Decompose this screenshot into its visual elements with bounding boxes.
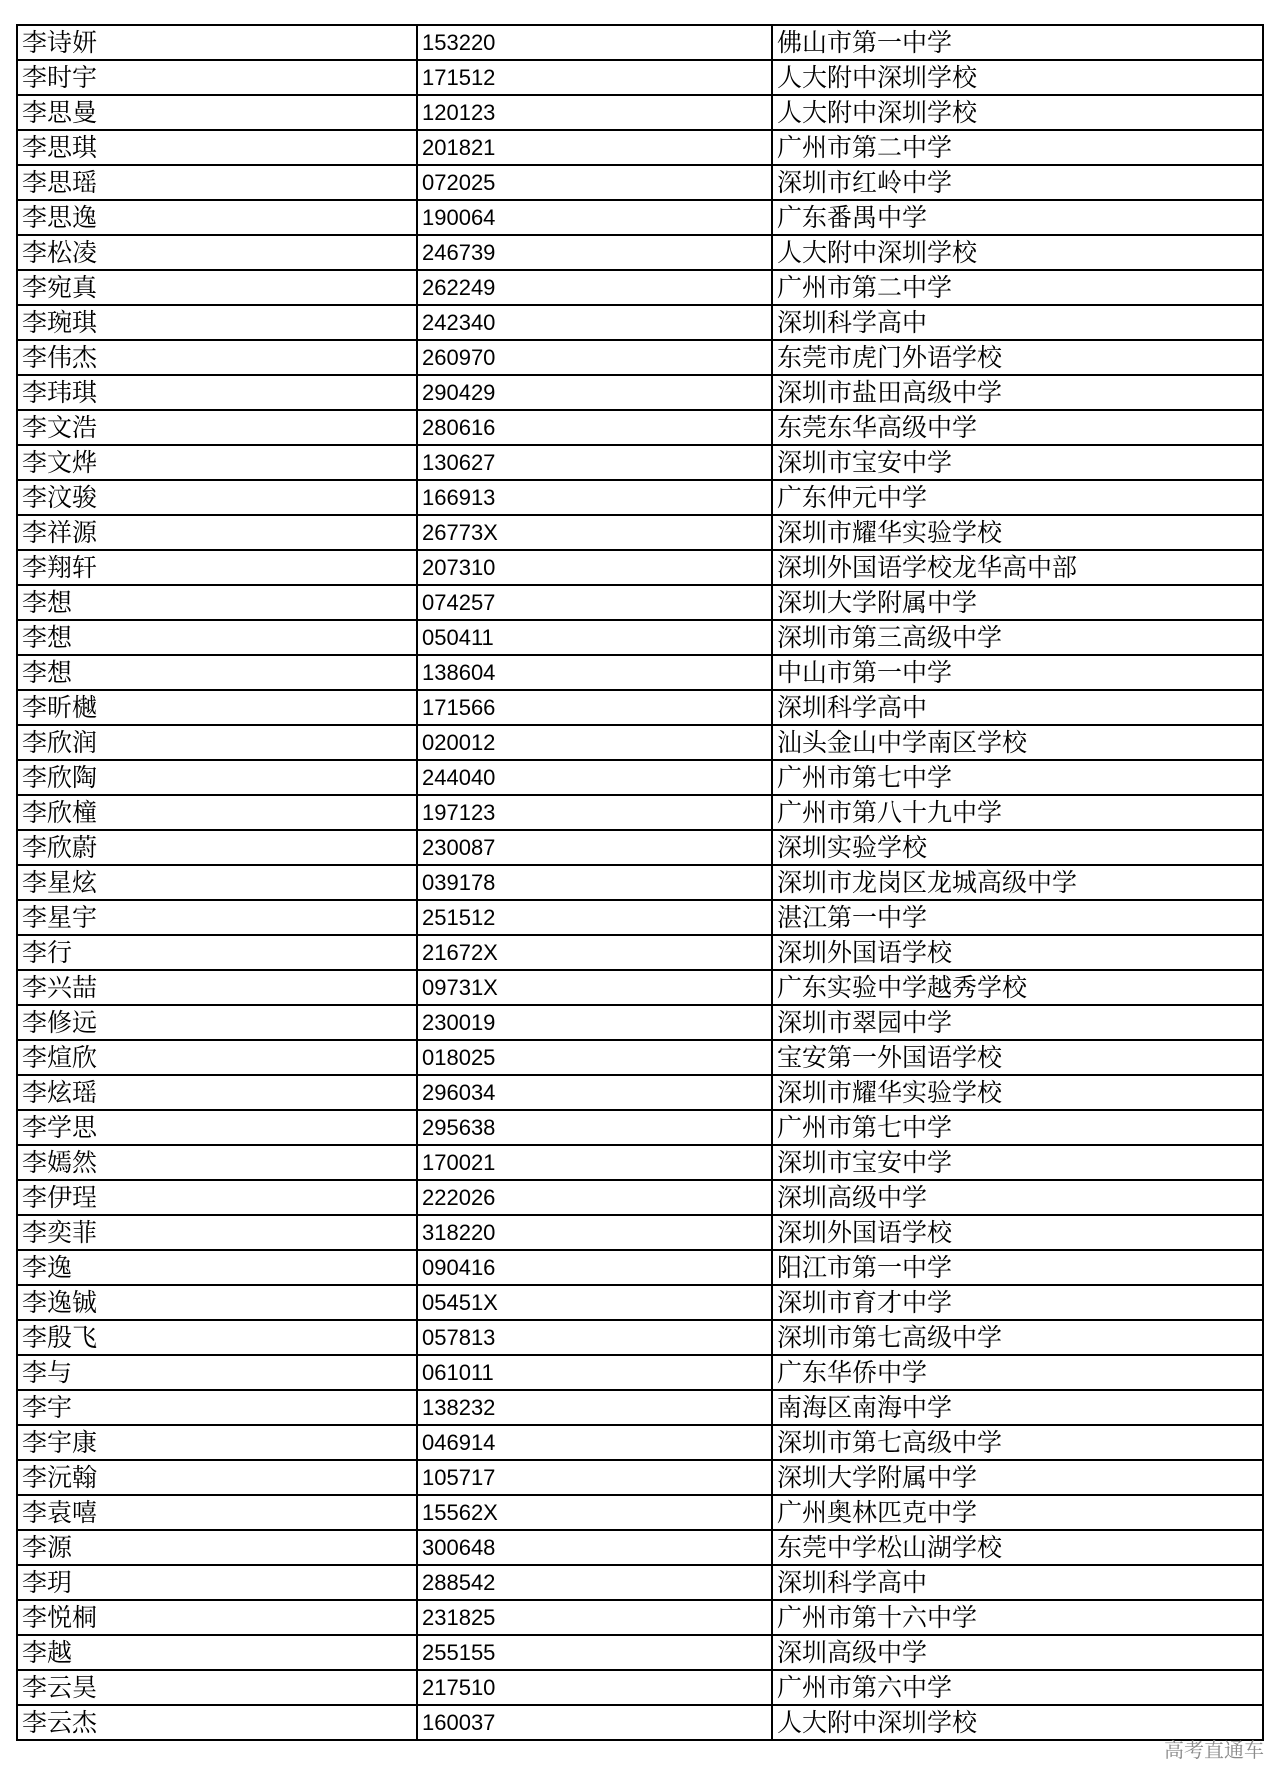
table-row	[17, 1425, 1263, 1460]
student-id-cell: 318220	[417, 1215, 772, 1250]
student-name-cell: 李伊珵	[17, 1180, 417, 1215]
school-name-cell: 广州市第二中学	[772, 130, 1263, 165]
student-id-cell: 201821	[417, 130, 772, 165]
table-row	[17, 1075, 1263, 1110]
student-id-cell: 246739	[417, 235, 772, 270]
student-name-cell: 李行	[17, 935, 417, 970]
student-name-cell: 李玥	[17, 1565, 417, 1600]
student-id-cell: 05451X	[417, 1285, 772, 1320]
school-name-cell: 深圳市红岭中学	[772, 165, 1263, 200]
student-name-cell: 李兴喆	[17, 970, 417, 1005]
table-row	[17, 830, 1263, 865]
student-name-cell: 李祥源	[17, 515, 417, 550]
student-name-cell: 李星宇	[17, 900, 417, 935]
school-name-cell: 汕头金山中学南区学校	[772, 725, 1263, 760]
student-id-cell: 260970	[417, 340, 772, 375]
table-row	[17, 585, 1263, 620]
school-name-cell: 湛江第一中学	[772, 900, 1263, 935]
student-name-cell: 李伟杰	[17, 340, 417, 375]
student-roster-table	[16, 24, 1264, 1741]
student-id-cell: 197123	[417, 795, 772, 830]
watermark-text: 高考直通车	[1164, 1738, 1264, 1762]
student-name-cell: 李思逸	[17, 200, 417, 235]
student-id-cell: 057813	[417, 1320, 772, 1355]
table-row	[17, 1250, 1263, 1285]
student-name-cell: 李欣润	[17, 725, 417, 760]
student-id-cell: 130627	[417, 445, 772, 480]
school-name-cell: 深圳市第三高级中学	[772, 620, 1263, 655]
table-row	[17, 1355, 1263, 1390]
table-row	[17, 550, 1263, 585]
student-name-cell: 李思曼	[17, 95, 417, 130]
student-id-cell: 061011	[417, 1355, 772, 1390]
table-row	[17, 1565, 1263, 1600]
student-id-cell: 300648	[417, 1530, 772, 1565]
school-name-cell: 深圳高级中学	[772, 1635, 1263, 1670]
student-name-cell: 李玮琪	[17, 375, 417, 410]
student-name-cell: 李奕菲	[17, 1215, 417, 1250]
student-id-cell: 280616	[417, 410, 772, 445]
school-name-cell: 广州市第八十九中学	[772, 795, 1263, 830]
school-name-cell: 深圳大学附属中学	[772, 1460, 1263, 1495]
table-row	[17, 1005, 1263, 1040]
school-name-cell: 深圳大学附属中学	[772, 585, 1263, 620]
school-name-cell: 广州市第十六中学	[772, 1600, 1263, 1635]
student-id-cell: 050411	[417, 620, 772, 655]
table-row	[17, 95, 1263, 130]
student-name-cell: 李诗妍	[17, 25, 417, 60]
table-row	[17, 655, 1263, 690]
table-row	[17, 270, 1263, 305]
table-row	[17, 165, 1263, 200]
student-name-cell: 李云杰	[17, 1705, 417, 1740]
table-row	[17, 935, 1263, 970]
student-id-cell: 288542	[417, 1565, 772, 1600]
school-name-cell: 宝安第一外国语学校	[772, 1040, 1263, 1075]
student-id-cell: 251512	[417, 900, 772, 935]
student-name-cell: 李想	[17, 620, 417, 655]
student-id-cell: 039178	[417, 865, 772, 900]
student-name-cell: 李学思	[17, 1110, 417, 1145]
student-id-cell: 170021	[417, 1145, 772, 1180]
student-id-cell: 21672X	[417, 935, 772, 970]
school-name-cell: 深圳市宝安中学	[772, 1145, 1263, 1180]
student-id-cell: 090416	[417, 1250, 772, 1285]
student-name-cell: 李炫瑶	[17, 1075, 417, 1110]
student-name-cell: 李宛真	[17, 270, 417, 305]
student-id-cell: 046914	[417, 1425, 772, 1460]
table-row	[17, 130, 1263, 165]
school-name-cell: 深圳市耀华实验学校	[772, 515, 1263, 550]
student-id-cell: 230087	[417, 830, 772, 865]
school-name-cell: 深圳外国语学校龙华高中部	[772, 550, 1263, 585]
table-row	[17, 1215, 1263, 1250]
school-name-cell: 深圳市育才中学	[772, 1285, 1263, 1320]
student-id-cell: 255155	[417, 1635, 772, 1670]
school-name-cell: 深圳科学高中	[772, 690, 1263, 725]
school-name-cell: 人大附中深圳学校	[772, 235, 1263, 270]
student-name-cell: 李逸铖	[17, 1285, 417, 1320]
student-name-cell: 李想	[17, 585, 417, 620]
student-id-cell: 105717	[417, 1460, 772, 1495]
table-row	[17, 970, 1263, 1005]
school-name-cell: 佛山市第一中学	[772, 25, 1263, 60]
student-name-cell: 李文浩	[17, 410, 417, 445]
school-name-cell: 广东华侨中学	[772, 1355, 1263, 1390]
school-name-cell: 深圳市盐田高级中学	[772, 375, 1263, 410]
student-name-cell: 李源	[17, 1530, 417, 1565]
student-name-cell: 李时宇	[17, 60, 417, 95]
student-id-cell: 120123	[417, 95, 772, 130]
table-row	[17, 1530, 1263, 1565]
student-id-cell: 290429	[417, 375, 772, 410]
student-id-cell: 295638	[417, 1110, 772, 1145]
student-name-cell: 李想	[17, 655, 417, 690]
student-id-cell: 018025	[417, 1040, 772, 1075]
school-name-cell: 深圳市耀华实验学校	[772, 1075, 1263, 1110]
student-name-cell: 李思瑶	[17, 165, 417, 200]
student-id-cell: 230019	[417, 1005, 772, 1040]
school-name-cell: 南海区南海中学	[772, 1390, 1263, 1425]
student-id-cell: 26773X	[417, 515, 772, 550]
school-name-cell: 广州奥林匹克中学	[772, 1495, 1263, 1530]
school-name-cell: 阳江市第一中学	[772, 1250, 1263, 1285]
student-name-cell: 李袁嘻	[17, 1495, 417, 1530]
table-row	[17, 1495, 1263, 1530]
school-name-cell: 深圳实验学校	[772, 830, 1263, 865]
table-row	[17, 1705, 1263, 1740]
table-row	[17, 375, 1263, 410]
student-name-cell: 李修远	[17, 1005, 417, 1040]
student-id-cell: 09731X	[417, 970, 772, 1005]
student-id-cell: 072025	[417, 165, 772, 200]
school-name-cell: 深圳外国语学校	[772, 1215, 1263, 1250]
student-id-cell: 231825	[417, 1600, 772, 1635]
student-name-cell: 李越	[17, 1635, 417, 1670]
school-name-cell: 广东仲元中学	[772, 480, 1263, 515]
school-name-cell: 中山市第一中学	[772, 655, 1263, 690]
school-name-cell: 广州市第二中学	[772, 270, 1263, 305]
school-name-cell: 深圳科学高中	[772, 305, 1263, 340]
school-name-cell: 广东实验中学越秀学校	[772, 970, 1263, 1005]
student-name-cell: 李欣橦	[17, 795, 417, 830]
table-row	[17, 1390, 1263, 1425]
table-row	[17, 235, 1263, 270]
school-name-cell: 深圳外国语学校	[772, 935, 1263, 970]
table-row	[17, 340, 1263, 375]
student-id-cell: 153220	[417, 25, 772, 60]
table-row	[17, 620, 1263, 655]
student-name-cell: 李云昊	[17, 1670, 417, 1705]
student-id-cell: 217510	[417, 1670, 772, 1705]
school-name-cell: 广州市第七中学	[772, 760, 1263, 795]
student-name-cell: 李昕樾	[17, 690, 417, 725]
school-name-cell: 深圳科学高中	[772, 1565, 1263, 1600]
school-name-cell: 东莞东华高级中学	[772, 410, 1263, 445]
table-row	[17, 25, 1263, 60]
school-name-cell: 广州市第七中学	[772, 1110, 1263, 1145]
student-name-cell: 李沅翰	[17, 1460, 417, 1495]
table-row	[17, 1635, 1263, 1670]
table-row	[17, 900, 1263, 935]
student-id-cell: 207310	[417, 550, 772, 585]
school-name-cell: 深圳市龙岗区龙城高级中学	[772, 865, 1263, 900]
table-row	[17, 865, 1263, 900]
student-id-cell: 262249	[417, 270, 772, 305]
table-row	[17, 410, 1263, 445]
student-id-cell: 171566	[417, 690, 772, 725]
student-id-cell: 296034	[417, 1075, 772, 1110]
table-row	[17, 200, 1263, 235]
student-name-cell: 李翔轩	[17, 550, 417, 585]
student-name-cell: 李殷飞	[17, 1320, 417, 1355]
student-id-cell: 020012	[417, 725, 772, 760]
student-name-cell: 李与	[17, 1355, 417, 1390]
student-id-cell: 15562X	[417, 1495, 772, 1530]
student-id-cell: 160037	[417, 1705, 772, 1740]
school-name-cell: 广东番禺中学	[772, 200, 1263, 235]
school-name-cell: 东莞中学松山湖学校	[772, 1530, 1263, 1565]
student-id-cell: 138604	[417, 655, 772, 690]
school-name-cell: 深圳市宝安中学	[772, 445, 1263, 480]
student-name-cell: 李松凌	[17, 235, 417, 270]
student-name-cell: 李宇	[17, 1390, 417, 1425]
school-name-cell: 深圳高级中学	[772, 1180, 1263, 1215]
student-name-cell: 李煊欣	[17, 1040, 417, 1075]
student-name-cell: 李汶骏	[17, 480, 417, 515]
table-row	[17, 1320, 1263, 1355]
roster-body	[17, 25, 1263, 1740]
table-row	[17, 1040, 1263, 1075]
student-name-cell: 李文烨	[17, 445, 417, 480]
table-row	[17, 1600, 1263, 1635]
table-row	[17, 760, 1263, 795]
table-row	[17, 1180, 1263, 1215]
table-row	[17, 1285, 1263, 1320]
school-name-cell: 人大附中深圳学校	[772, 95, 1263, 130]
student-id-cell: 222026	[417, 1180, 772, 1215]
school-name-cell: 东莞市虎门外语学校	[772, 340, 1263, 375]
student-id-cell: 171512	[417, 60, 772, 95]
student-name-cell: 李嫣然	[17, 1145, 417, 1180]
table-row	[17, 305, 1263, 340]
school-name-cell: 深圳市第七高级中学	[772, 1425, 1263, 1460]
student-name-cell: 李逸	[17, 1250, 417, 1285]
student-name-cell: 李思琪	[17, 130, 417, 165]
student-name-cell: 李宇康	[17, 1425, 417, 1460]
student-id-cell: 138232	[417, 1390, 772, 1425]
table-row	[17, 1110, 1263, 1145]
school-name-cell: 人大附中深圳学校	[772, 1705, 1263, 1740]
table-row	[17, 725, 1263, 760]
school-name-cell: 深圳市翠园中学	[772, 1005, 1263, 1040]
table-row	[17, 795, 1263, 830]
table-row	[17, 1460, 1263, 1495]
table-row	[17, 60, 1263, 95]
table-row	[17, 515, 1263, 550]
student-id-cell: 074257	[417, 585, 772, 620]
table-row	[17, 1145, 1263, 1180]
student-name-cell: 李悦桐	[17, 1600, 417, 1635]
table-row	[17, 1670, 1263, 1705]
table-row	[17, 445, 1263, 480]
table-row	[17, 690, 1263, 725]
student-id-cell: 244040	[417, 760, 772, 795]
student-id-cell: 242340	[417, 305, 772, 340]
school-name-cell: 广州市第六中学	[772, 1670, 1263, 1705]
school-name-cell: 人大附中深圳学校	[772, 60, 1263, 95]
student-name-cell: 李欣蔚	[17, 830, 417, 865]
student-name-cell: 李欣陶	[17, 760, 417, 795]
student-name-cell: 李琬琪	[17, 305, 417, 340]
student-name-cell: 李星炫	[17, 865, 417, 900]
student-id-cell: 166913	[417, 480, 772, 515]
student-id-cell: 190064	[417, 200, 772, 235]
table-row	[17, 480, 1263, 515]
school-name-cell: 深圳市第七高级中学	[772, 1320, 1263, 1355]
